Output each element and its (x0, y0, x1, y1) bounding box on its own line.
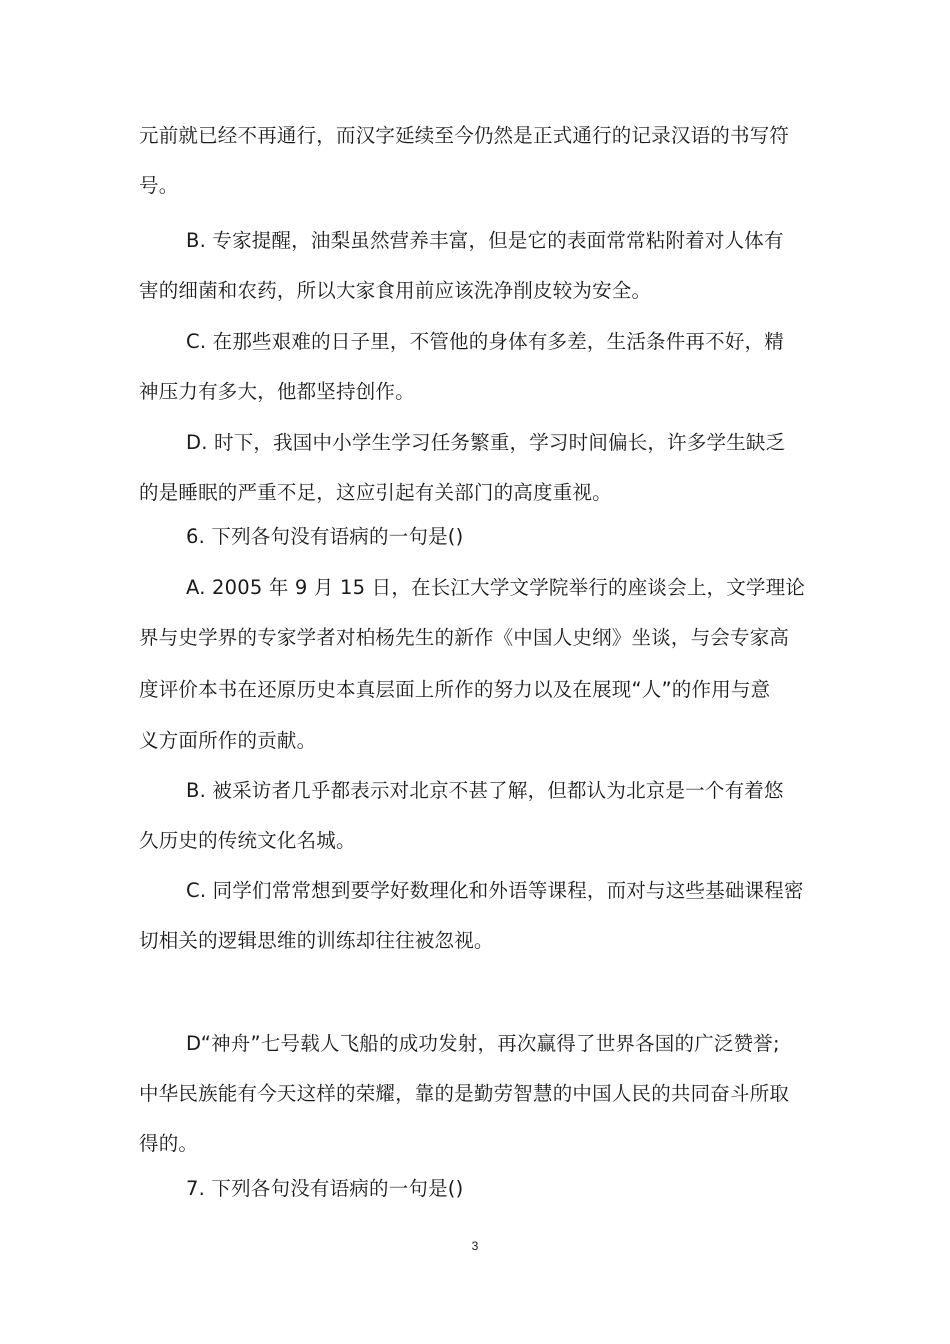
text-line: 元前就已经不再通行，而汉字延续至今仍然是正式通行的记录汉语的书写符 (139, 124, 790, 147)
text-line: 义方面所作的贡献。 (139, 729, 317, 752)
option-d-line: D. 时下，我国中小学生学习任务繁重，学习时间偏长，许多学生缺乏 (186, 431, 786, 454)
option-d-line: D“神舟”七号载人飞船的成功发射，再次赢得了世界各国的广泛赞誉; (186, 1032, 780, 1055)
option-c-line: C. 在那些艰难的日子里，不管他的身体有多差，生活条件再不好，精 (186, 330, 784, 353)
text-line: 害的细菌和农药，所以大家食用前应该洗净削皮较为安全。 (139, 279, 652, 302)
text-line: 切相关的逻辑思维的训练却往往被忽视。 (139, 929, 494, 952)
option-b-line: B. 专家提醒，油梨虽然营养丰富，但是它的表面常常粘附着对人体有 (186, 229, 784, 252)
question-6: 6. 下列各句没有语病的一句是() (186, 525, 464, 548)
option-b-line: B. 被采访者几乎都表示对北京不甚了解，但都认为北京是一个有着悠 (186, 779, 784, 802)
text-line: 中华民族能有今天这样的荣耀，靠的是勤劳智慧的中国人民的共同奋斗所取 (139, 1082, 790, 1105)
text-line: 号。 (139, 174, 179, 197)
text-line: 度评价本书在还原历史本真层面上所作的努力以及在展现“人”的作用与意 (139, 678, 771, 701)
question-7: 7. 下列各句没有语病的一句是() (186, 1177, 464, 1200)
text-line: 久历史的传统文化名城。 (139, 829, 356, 852)
text-line: 神压力有多大，他都坚持创作。 (139, 380, 415, 403)
page-number: 3 (471, 1239, 479, 1253)
text-line: 界与史学界的专家学者对柏杨先生的新作《中国人史纲》坐谈，与会专家高 (139, 626, 790, 649)
option-a-line: A. 2005 年 9 月 15 日，在长江大学文学院举行的座谈会上，文学理论 (186, 576, 806, 599)
text-line: 得的。 (139, 1132, 199, 1155)
option-c-line: C. 同学们常常想到要学好数理化和外语等课程，而对与这些基础课程密 (186, 879, 804, 902)
text-line: 的是睡眠的严重不足，这应引起有关部门的高度重视。 (139, 481, 612, 504)
